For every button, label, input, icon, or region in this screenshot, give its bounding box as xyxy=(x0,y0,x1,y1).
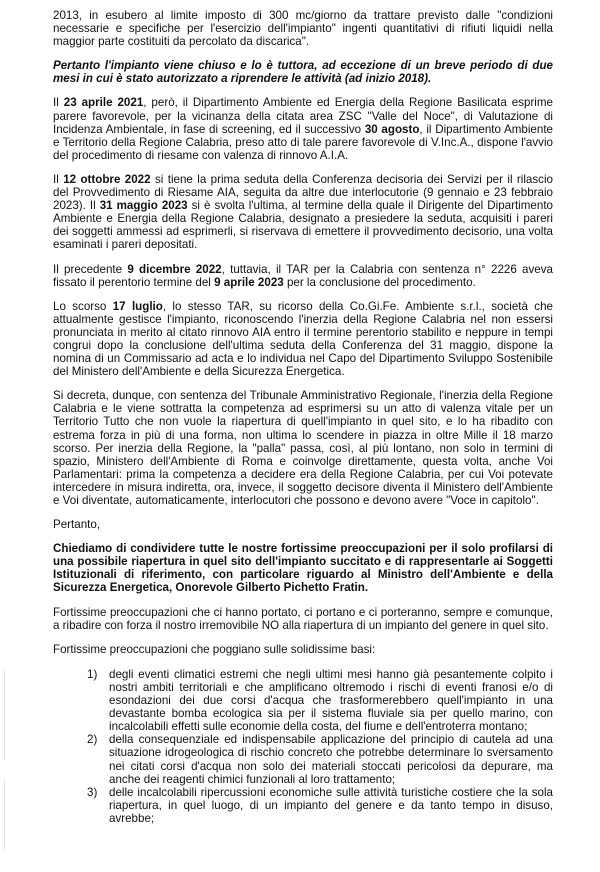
paragraph-4 xyxy=(53,173,553,252)
date-bold: 17 luglio xyxy=(112,299,163,313)
concerns-list xyxy=(53,668,553,825)
list-item xyxy=(87,786,553,825)
text: , tuttavia, il TAR per la Calabria con sentenza n° 2226 aveva fissato il perentorio termine del xyxy=(53,262,553,289)
paragraph-11: Fortissime preoccupazioni che poggiano sulle solidissime basi: xyxy=(53,642,376,656)
paragraph-10: Fortissime preoccupazioni che ci hanno portato, ci portano e ci porteranno, sempre e comunque, a ribadire con forza il nostro irremovibile NO alla riapertura di un impianto del genere in quel sito. xyxy=(53,605,553,632)
text: , però, il Dipartimento Ambiente ed Energia della Regione Basilicata esprime parere favorevole, per la vicinanza della citata area ZSC "Valle del Noce", di Valutazione di Incidenza Ambientale, in fase di screening, ed il successivo xyxy=(53,96,553,136)
paragraph-5 xyxy=(53,263,553,289)
paragraph-8-pertanto: Pertanto, xyxy=(53,518,101,532)
text: Il xyxy=(53,96,64,110)
text: , lo stesso TAR, su ricorso della Co.Gi.Fe. Ambiente s.r.l., società che attualmente gestisce l'impianto, riconoscendo l'inerzia della Regione Calabria nel non essersi pronunciata in merito al citato rinnovo AIA entro il termine perentorio stabilito e neppure in tempi congrui dopo la conclusione dell'ultima seduta della Conferenza del 31 maggio, dispone la nomina di un Commissario ad acta e lo individua nel Capo del Dipartimento Sviluppo Sostenibile del Ministero dell'Ambiente e della Sicurezza Energetica. xyxy=(53,299,553,379)
paragraph-2-closure: Pertanto l'impianto viene chiuso e lo è tuttora, ad eccezione di un breve periodo di due mesi in cui è stato autorizzato a riprendere le attività (ad inizio 2018). xyxy=(53,59,553,86)
list-number: 3) xyxy=(87,785,98,799)
text: Il precedente xyxy=(53,262,128,276)
date-bold: 9 aprile 2023 xyxy=(214,275,284,289)
document-page xyxy=(53,9,553,825)
list-number: 1) xyxy=(87,667,98,681)
date-bold: 12 ottobre 2022 xyxy=(63,172,151,186)
paragraph-1: 2013, in esubero al limite imposto di 300 mc/giorno da trattare previsto dalle "condizioni necessarie e specifiche per l'esercizio dell'impianto" ingenti quantitativi di rifiuti liquidi nella maggior parte costituiti da percolato da discarica". xyxy=(53,9,553,49)
paragraph-9-request: Chiediamo di condividere tutte le nostre fortissime preoccupazioni per il solo profilarsi di una possibile riapertura in quel sito dell'impianto succitato e di rappresentarle ai Soggetti Istituzionali di riferimento, con particolare riguardo al Ministro dell'Ambiente e della Sicurezza Energetica, Onorevole Gilberto Pichetto Fratin. xyxy=(53,542,553,595)
list-text: delle incalcolabili ripercussioni economiche sulle attività turistiche costiere che la sola riapertura, in quel luogo, di un impianto del genere e da tanto tempo in disuso, avrebbe; xyxy=(109,785,553,825)
date-bold: 23 aprile 2021 xyxy=(63,96,144,110)
list-item xyxy=(87,733,553,785)
list-number: 2) xyxy=(87,733,98,747)
paragraph-7: Si decreta, dunque, con sentenza del Tribunale Amministrativo Regionale, l'inerzia della Regione Calabria e le viene sottratta la competenza ad esprimersi su un atto di valenza vitale per un Territorio Tutto che non vuole la riapertura di quell'impianto in quel sito, e lo ha ribadito con estrema forza in più di una forma, non ultima lo scendere in piazza in oltre Mille il 18 marzo scorso. Per inerzia della Regione, la "palla" passa, così, al più lontano, non solo in termini di spazio, Ministero dell'Ambiente di Roma e coinvolge direttamente, questa volta, anche Voi Parlamentari: prima la competenza a decidere era della Regione Calabria, per cui Voi potevate intercedere in misura indiretta, ora, invece, il soggetto decisore diventa il Ministero dell'Ambiente e Voi diventate, automaticamente, interlocutori che possono e devono avere "Voce in capitolo". xyxy=(53,389,553,507)
list-text: degli eventi climatici estremi che negli ultimi mesi hanno già pesantemente colpito i nostri ambiti territoriali e che amplificano oltremodo i rischi di eventi franosi e/o di esondazioni dei due corsi d'acqua che trasformerebbero quell'impianto in una devastante bomba ecologica sia per il sistema fluviale sia per quello marino, con incalcolabili effetti sulle economie della costa, del fiume e dell'entroterra montano; xyxy=(109,667,553,734)
date-bold: 31 maggio 2023 xyxy=(99,199,188,213)
text: Lo scorso xyxy=(53,299,113,313)
text: per la conclusione del procedimento. xyxy=(283,275,476,289)
list-text: della consequenziale ed indispensabile applicazione del principio di cautela ad una situazione idrogeologica di rischio concreto che potrebbe determinare lo sversamento nei citati corsi d'acqua non solo dei materiali stoccati pericolosi da depurare, ma anche dei reagenti chimici funzionali al loro trattamento; xyxy=(109,733,553,786)
text: si è svolta l'ultima, al termine della quale il Dirigente del Dipartimento Ambiente e Energia della Regione Calabria, designato a presiedere la seduta, acquisiti i pareri dei soggetti ammessi ad esprimerli, si riservava di emettere il provvedimento decisorio, una volta esaminati i pareri depositati. xyxy=(53,199,553,252)
list-item xyxy=(87,668,553,733)
scan-edge-artifact xyxy=(4,670,5,760)
date-bold: 9 dicembre 2022 xyxy=(127,262,222,276)
date-bold: 30 agosto xyxy=(364,122,420,136)
scan-edge-artifact xyxy=(4,780,5,850)
paragraph-6 xyxy=(53,300,553,379)
paragraph-3 xyxy=(53,96,553,161)
text: si tiene la prima seduta della Conferenza decisoria dei Servizi per il rilascio del Provvedimento di Riesame AIA, seguita da altre due interlocutorie (9 gennaio e 23 febbraio 2023). Il xyxy=(53,172,553,213)
text: Il xyxy=(53,172,64,186)
text: , il Dipartimento Ambiente e Territorio della Regione Calabria, preso atto di tale parere favorevole di V.Inc.A., dispone l'avvio del procedimento di riesame con valenza di rinnovo A.I.A. xyxy=(53,122,553,162)
